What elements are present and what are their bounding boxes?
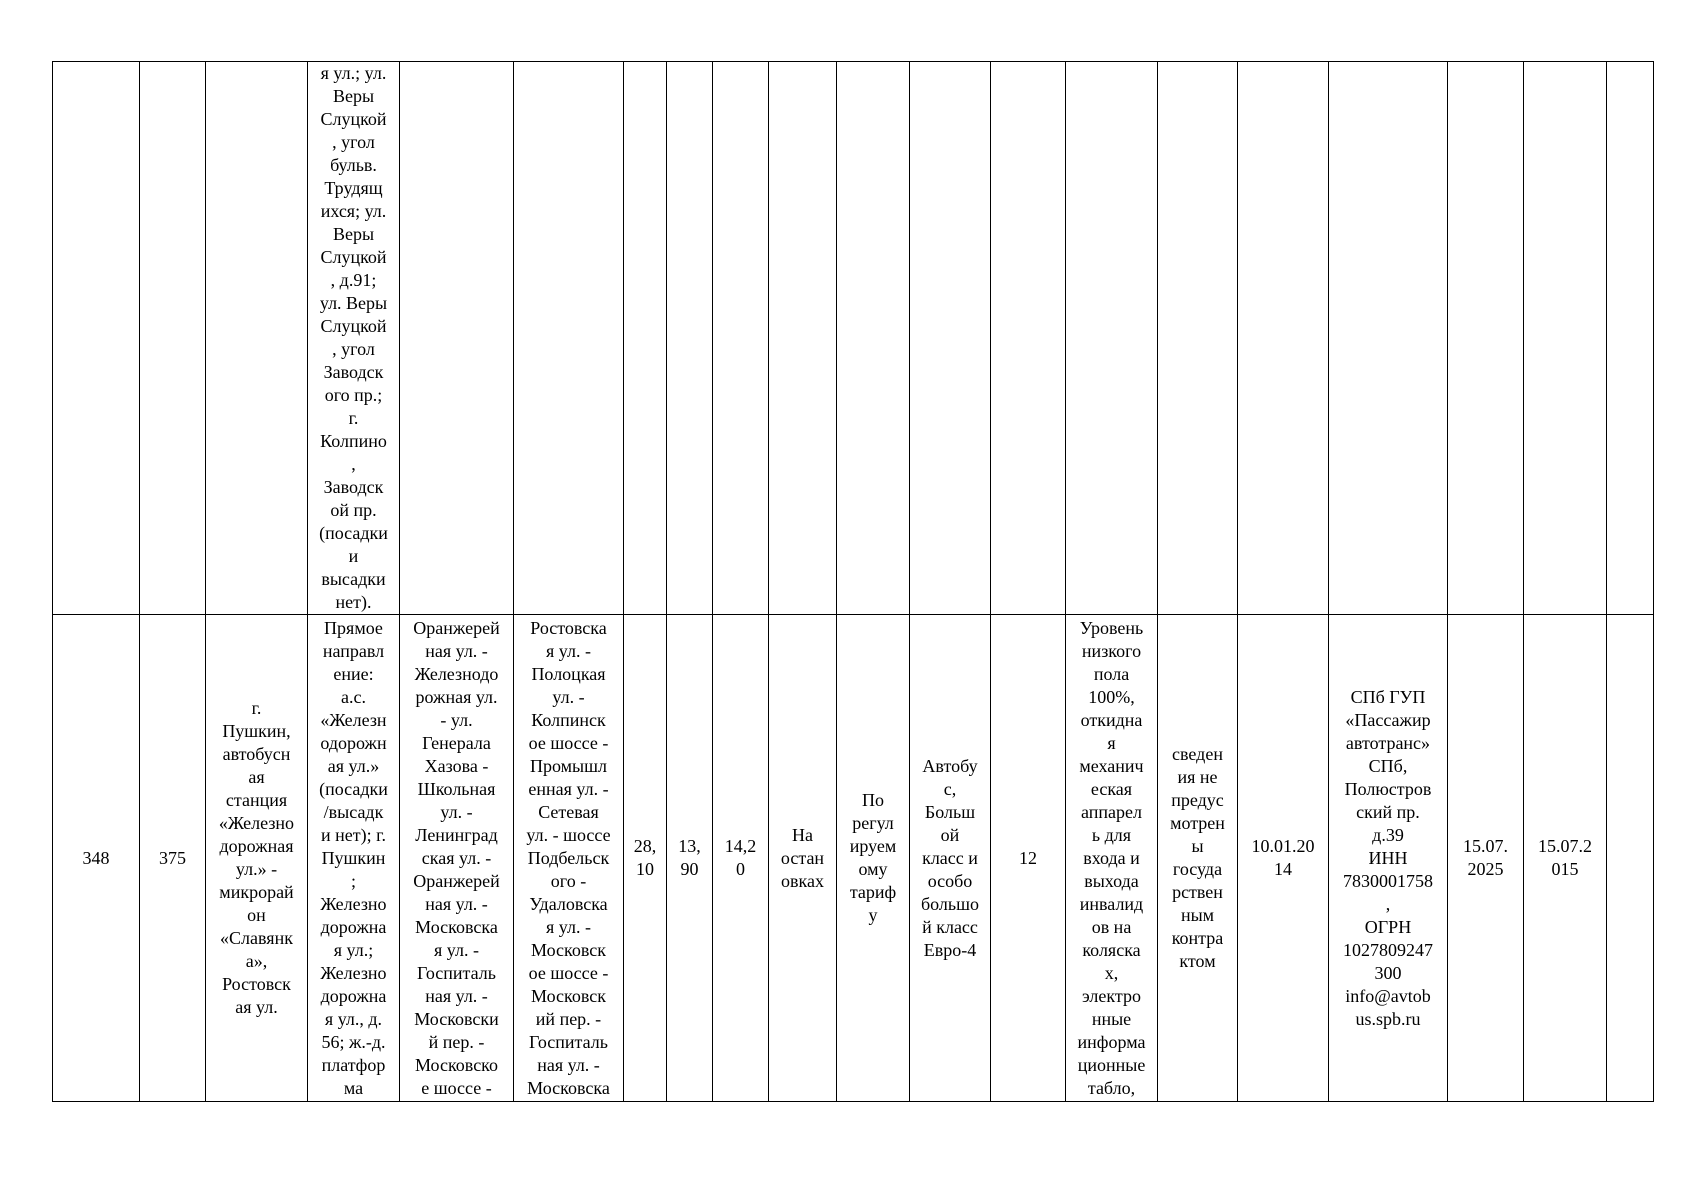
cell-start-date: 10.01.20 14 (1238, 615, 1329, 1102)
route-registry-table (52, 61, 1654, 1102)
cell-length-backward: 13, 90 (667, 615, 713, 1102)
cell-stops: я ул.; ул. Веры Слуцкой , угол бульв. Трудящ ихся; ул. Веры Слуцкой , д.91; ул. Веры Слуцкой , угол Заводск ого пр.; г. Колпино , Заводск ой пр. (посадки и высадки нет). (308, 62, 400, 615)
cell-contract-end-date: 15.07. 2025 (1448, 615, 1524, 1102)
cell-vehicle-class (910, 62, 991, 615)
cell-route-name (206, 62, 308, 615)
cell-tariff-type: По регул ируем ому тариф у (837, 615, 910, 1102)
cell-length-average: 14,2 0 (713, 615, 769, 1102)
cell-vehicle-class: Автобу с, Больш ой класс и особо большо й класс Евро-4 (910, 615, 991, 1102)
cell-extra (1607, 615, 1654, 1102)
cell-contract-info: сведен ия не предус мотрен ы госуда рствен ным контра ктом (1158, 615, 1238, 1102)
cell-tariff-type (837, 62, 910, 615)
cell-stops: Прямое направл ение: а.с. «Железн одорожн ая ул.» (посадки /высадк и нет); г. Пушкин ; Железно дорожна я ул.; Железно дорожна я ул., д. 56; ж.-д. платфор ма (308, 615, 400, 1102)
cell-boarding-order (769, 62, 837, 615)
cell-reg-number: 348 (53, 615, 140, 1102)
cell-route-number: 375 (140, 615, 206, 1102)
cell-contract-end-date (1448, 62, 1524, 615)
cell-contract-date: 15.07.2 015 (1524, 615, 1607, 1102)
cell-streets-forward (400, 62, 514, 615)
table-row (53, 62, 1654, 615)
cell-route-number (140, 62, 206, 615)
cell-extra (1607, 62, 1654, 615)
cell-carrier: СПб ГУП «Пассажир автотранс» СПб, Полюстров ский пр. д.39 ИНН 7830001758 , ОГРН 1027809247 300 info@avtob us.spb.ru (1329, 615, 1448, 1102)
cell-streets-forward: Оранжерей ная ул. - Железнодо рожная ул. - ул. Генерала Хазова - Школьная ул. - Ленинград ская ул. - Оранжерей ная ул. - Московска я ул. - Госпиталь ная ул. - Московски й пер. - Московско е шоссе - (400, 615, 514, 1102)
cell-contract-info (1158, 62, 1238, 615)
table-row (53, 615, 1654, 1102)
cell-contract-date (1524, 62, 1607, 615)
cell-length-forward: 28, 10 (624, 615, 667, 1102)
cell-vehicle-count: 12 (991, 615, 1066, 1102)
cell-length-average (713, 62, 769, 615)
cell-reg-number (53, 62, 140, 615)
cell-length-forward (624, 62, 667, 615)
cell-vehicle-characteristics (1066, 62, 1158, 615)
cell-route-name: г. Пушкин, автобусн ая станция «Железно дорожная ул.» - микрорай он «Славянк а», Ростовск ая ул. (206, 615, 308, 1102)
cell-boarding-order: На остан овках (769, 615, 837, 1102)
cell-streets-backward (514, 62, 624, 615)
cell-streets-backward: Ростовска я ул. - Полоцкая ул. - Колпинск ое шоссе - Промышл енная ул. - Сетевая ул. - шоссе Подбельск ого - Удаловска я ул. - Московск ое шоссе - Московск ий пер. - Госпиталь ная ул. - Московска (514, 615, 624, 1102)
cell-vehicle-characteristics: Уровень низкого пола 100%, откидна я механич еская аппарел ь для входа и выхода инвалид ов на коляска х, электро нные информа ционные табло, (1066, 615, 1158, 1102)
cell-length-backward (667, 62, 713, 615)
cell-carrier (1329, 62, 1448, 615)
cell-vehicle-count (991, 62, 1066, 615)
cell-start-date (1238, 62, 1329, 615)
